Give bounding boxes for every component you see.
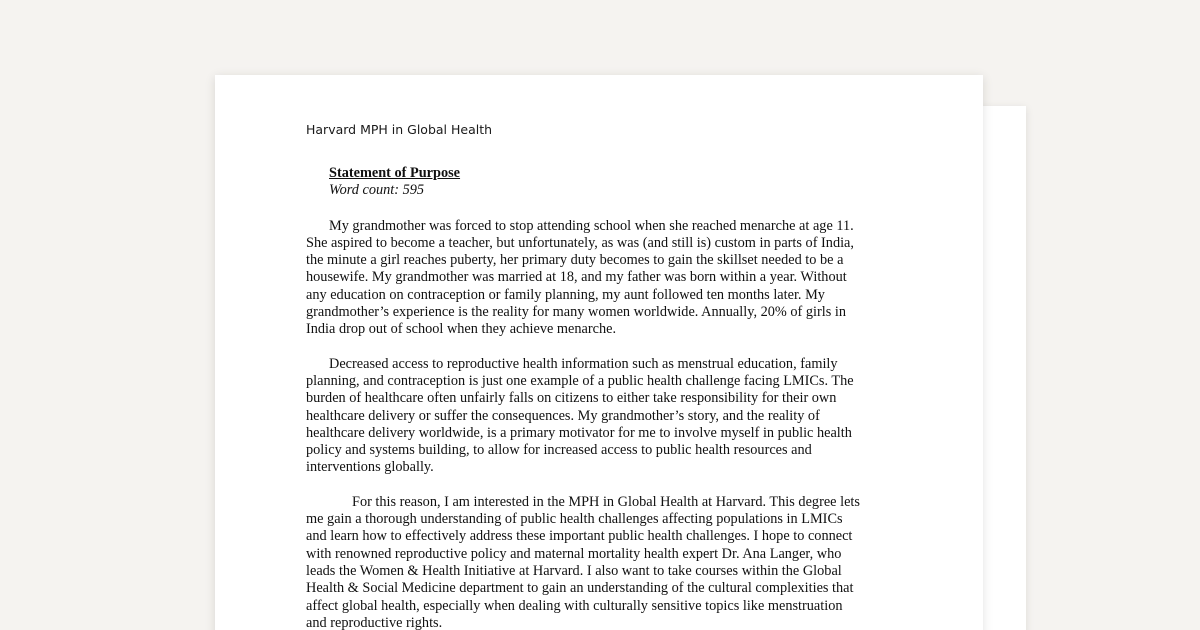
paragraph-line: She aspired to become a teacher, but unfortunately, as was (and still is) custom in parts of India, bbox=[306, 234, 854, 251]
document-title: Statement of Purpose bbox=[329, 165, 461, 181]
paragraph-line: me gain a thorough understanding of public health challenges affecting populations in LMICs bbox=[306, 511, 843, 528]
paragraph-2 bbox=[306, 356, 891, 477]
paragraph-line: and learn how to effectively address these important public health challenges. I hope to connect bbox=[306, 528, 853, 545]
title-block bbox=[306, 165, 891, 200]
paragraph-line: healthcare delivery or suffer the consequences. My grandmother’s story, and the reality of bbox=[306, 407, 820, 424]
paragraph-line: interventions globally. bbox=[306, 459, 434, 476]
paragraph-line: with renowned reproductive policy and maternal mortality health expert Dr. Ana Langer, who bbox=[306, 545, 842, 562]
paragraph-line: any education on contraception or family planning, my aunt followed ten months later. My bbox=[306, 286, 825, 303]
paragraph-line: healthcare delivery worldwide, is a primary motivator for me to involve myself in public health bbox=[306, 424, 852, 441]
paragraph-line: My grandmother was forced to stop attending school when she reached menarche at age 11. bbox=[329, 217, 854, 234]
paragraph-line: affect global health, especially when dealing with culturally sensitive topics like menstruation bbox=[306, 597, 843, 614]
paragraph-line: grandmother’s experience is the reality for many women worldwide. Annually, 20% of girls in bbox=[306, 304, 846, 321]
paragraph-line: housewife. My grandmother was married at 18, and my father was born within a year. Without bbox=[306, 269, 847, 286]
word-count: Word count: 595 bbox=[329, 182, 425, 199]
paragraph-line: and reproductive rights. bbox=[306, 614, 443, 630]
front-page-sheet bbox=[215, 75, 983, 630]
paragraph-1 bbox=[306, 218, 891, 339]
paragraph-line: the minute a girl reaches puberty, her primary duty becomes to gain the skillset needed to be a bbox=[306, 252, 844, 269]
paragraph-line: Decreased access to reproductive health information such as menstrual education, family bbox=[329, 355, 838, 372]
paragraph-line: For this reason, I am interested in the MPH in Global Health at Harvard. This degree lets bbox=[352, 493, 860, 510]
paragraph-line: planning, and contraception is just one example of a public health challenge facing LMICs. The bbox=[306, 372, 854, 389]
document-body bbox=[306, 165, 891, 630]
paragraph-line: burden of healthcare often unfairly falls on citizens to either take responsibility for their own bbox=[306, 390, 837, 407]
paragraph-line: Health & Social Medicine department to gain an understanding of the cultural complexities that bbox=[306, 580, 854, 597]
document-header: Harvard MPH in Global Health bbox=[306, 122, 493, 137]
paragraph-line: policy and systems building, to allow for increased access to public health resources and bbox=[306, 442, 812, 459]
paragraph-line: India drop out of school when they achieve menarche. bbox=[306, 321, 617, 338]
paragraph-3 bbox=[306, 494, 891, 630]
paragraph-line: leads the Women & Health Initiative at Harvard. I also want to take courses within the Global bbox=[306, 562, 842, 579]
